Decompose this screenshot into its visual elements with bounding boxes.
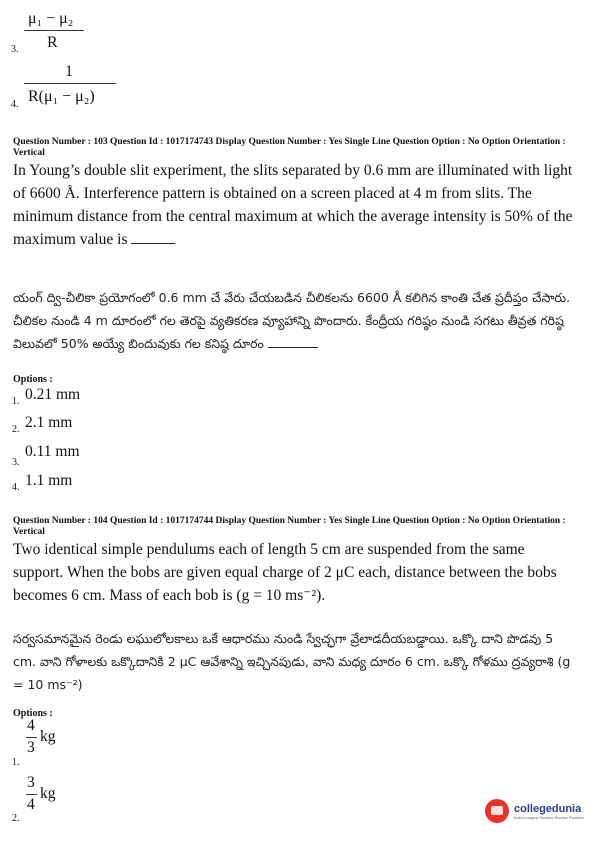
option-4-denominator: R(μ₁ − μ₂) xyxy=(28,88,95,105)
q104-option-1-denominator: 3 xyxy=(27,739,35,756)
q104-option-2-numerator: 3 xyxy=(27,774,35,791)
option-3-fraction-line xyxy=(24,30,84,31)
q104-question-text: Two identical simple pendulums each of length 5 cm are suspended from the same support. When the bobs are given equal charge of 2 μC each, distance between the bobs becomes 6 cm. Mass of each bob is (g = 10 ms⁻²). xyxy=(13,541,557,604)
collegedunia-tagline: India's largest Student Review Platform xyxy=(514,814,584,820)
q103-option-1-number: 1. xyxy=(12,396,20,407)
q103-header: Question Number : 103 Question Id : 1017174743 Display Question Number : Yes Single Line Question Option : No Option Orientation : Vertical xyxy=(13,137,566,158)
q104-header: Question Number : 104 Question Id : 1017174744 Display Question Number : Yes Single Line Question Option : No Option Orientation : Vertical xyxy=(13,516,566,537)
option-4-numerator: 1 xyxy=(65,63,73,80)
q103-telugu-blank xyxy=(268,335,318,348)
q103-option-3-number: 3. xyxy=(12,457,20,468)
q103-text xyxy=(13,159,578,251)
option-4-number: 4. xyxy=(11,99,19,110)
q103-options-label: Options : xyxy=(13,374,53,385)
q103-question-text: In Young’s double slit experiment, the slits separated by 0.6 mm are illuminated with light of 6600 Å. Interference pattern is obtained on a screen placed at 4 m from slits. The minimum distance from the central maximum at which the average intensity is 50% of the maximum value is xyxy=(13,162,573,248)
option-4-fraction-line xyxy=(24,83,116,84)
q104-option-1-fraction-line xyxy=(26,737,37,738)
q104-telugu-text: సర్వసమానమైన రెండు లఘులోలకాలు ఒకే ఆధారము నుండి స్వేచ్ఛగా వ్రేలాడదీయబడ్డాయి. ఒక్కొ దాని పొడవు 5 cm. వాని గోళాలకు ఒక్కొదానికి 2 μC ఆవేశాన్ని ఇచ్చినపుడు, వాని మధ్య దూరం 6 cm. ఒక్కొ గోళము ద్రవ్యరాశి (g = 10 ms⁻²) xyxy=(13,631,571,692)
q104-option-2-denominator: 4 xyxy=(27,796,35,813)
option-3-numerator: μ₁ − μ₂ xyxy=(28,10,74,27)
q104-option-2-number: 2. xyxy=(12,813,20,824)
q103-option-1-value: 0.21 mm xyxy=(25,386,81,403)
q103-option-2-value: 2.1 mm xyxy=(25,414,73,431)
option-3-number: 3. xyxy=(11,44,19,55)
q103-option-4-number: 4. xyxy=(12,482,20,493)
q103-option-3-value: 0.11 mm xyxy=(25,443,80,460)
q104-option-2-unit: kg xyxy=(40,785,56,802)
q104-options-label: Options : xyxy=(13,708,53,719)
collegedunia-mascot-icon xyxy=(485,799,509,823)
collegedunia-logo-text xyxy=(514,803,584,820)
option-3-denominator: R xyxy=(47,34,58,51)
collegedunia-logo xyxy=(485,799,584,823)
q104-option-1-unit: kg xyxy=(40,728,56,745)
q104-option-1-number: 1. xyxy=(12,757,20,768)
q103-telugu-question: యంగ్ ద్వి-చీలికా ప్రయోగంలో 0.6 mm చే వేరు చేయబడిన చీలికలను 6600 Å కలిగిన కాంతి చేత ప్రదీప్తం చేసారు. చీలికల నుండి 4 m దూరంలో గల తెరపై వ్యతికరణ వ్యూహాన్ని పొందారు. కేంద్రీయ గరిష్ఠం నుండి సగటు తీవ్రత గరిష్ఠ విలువలో 50% అయ్యే బిందువుకు గల కనిష్ఠ దూరం xyxy=(13,290,571,351)
q104-option-2-fraction-line xyxy=(26,794,37,795)
q104-option-1-numerator: 4 xyxy=(27,717,35,734)
collegedunia-name: collegedunia xyxy=(514,802,582,815)
q103-option-2-number: 2. xyxy=(12,424,20,435)
q103-telugu-text xyxy=(13,286,578,355)
q103-answer-blank xyxy=(131,231,175,244)
q103-option-4-value: 1.1 mm xyxy=(25,472,73,489)
